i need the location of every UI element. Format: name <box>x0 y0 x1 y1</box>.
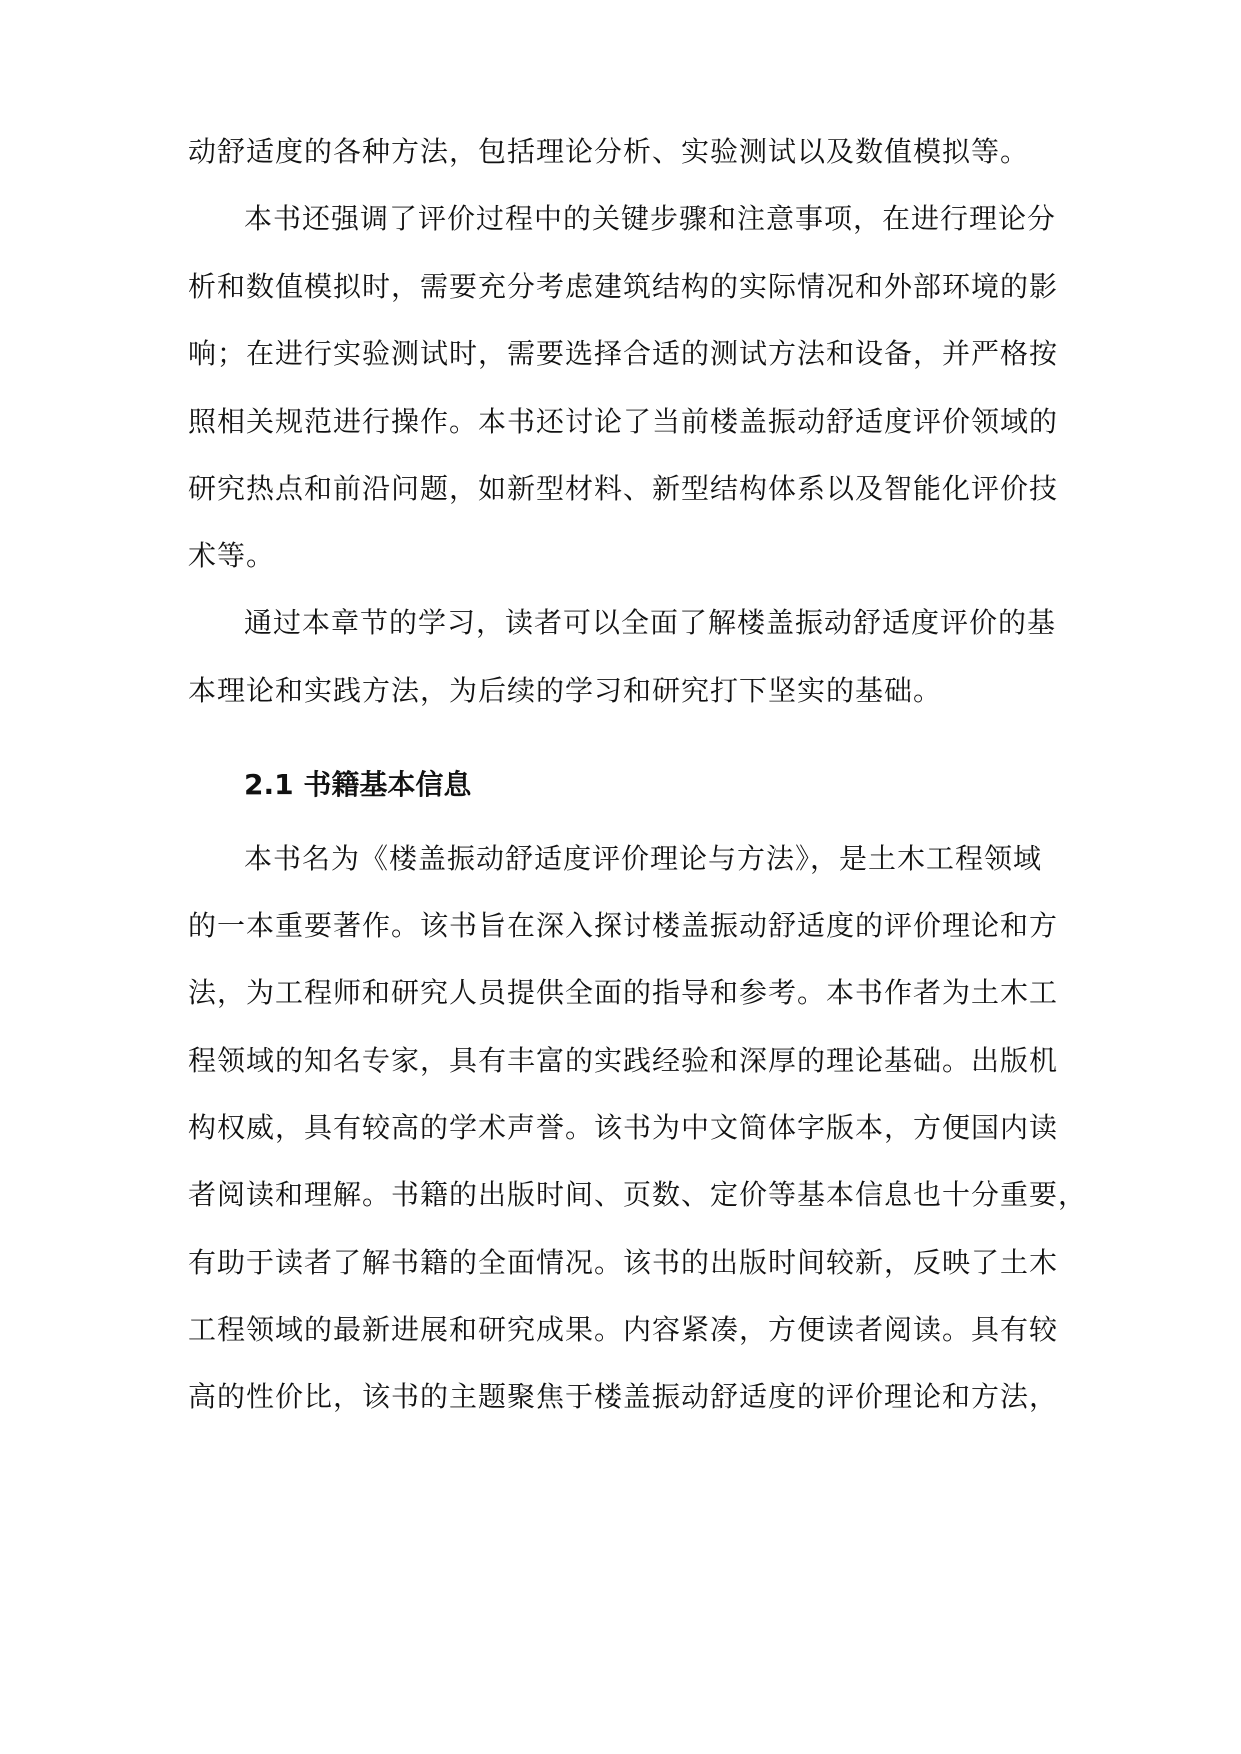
paragraph-2-line-3: 响；在进行实验测试时，需要选择合适的测试方法和设备，并严格按 <box>188 337 1059 370</box>
paragraph-2-line-5: 研究热点和前沿问题，如新型材料、新型结构体系以及智能化评价技 <box>188 472 1059 505</box>
section-paragraph-line-6: 者阅读和理解。书籍的出版时间、页数、定价等基本信息也十分重要， <box>188 1178 1088 1211</box>
section-paragraph-line-5: 构权威，具有较高的学术声誉。该书为中文简体字版本，方便国内读 <box>188 1111 1059 1144</box>
paragraph-2-line-2: 析和数值模拟时，需要充分考虑建筑结构的实际情况和外部环境的影 <box>188 270 1059 303</box>
section-paragraph-line-4: 程领域的知名专家，具有丰富的实践经验和深厚的理论基础。出版机 <box>188 1044 1059 1077</box>
paragraph-2-line-4: 照相关规范进行操作。本书还讨论了当前楼盖振动舒适度评价领域的 <box>188 405 1059 438</box>
section-heading: 2.1 书籍基本信息 <box>244 768 472 801</box>
section-paragraph-line-1: 本书名为《楼盖振动舒适度评价理论与方法》，是土木工程领域 <box>244 842 1043 875</box>
paragraph-3-line-2: 本理论和实践方法，为后续的学习和研究打下坚实的基础。 <box>188 674 943 707</box>
section-paragraph-line-2: 的一本重要著作。该书旨在深入探讨楼盖振动舒适度的评价理论和方 <box>188 909 1059 942</box>
paragraph-2-line-6: 术等。 <box>188 539 276 572</box>
section-paragraph-line-7: 有助于读者了解书籍的全面情况。该书的出版时间较新，反映了土木 <box>188 1246 1059 1279</box>
section-paragraph-line-8: 工程领域的最新进展和研究成果。内容紧凑，方便读者阅读。具有较 <box>188 1313 1059 1346</box>
section-paragraph-line-9: 高的性价比，该书的主题聚焦于楼盖振动舒适度的评价理论和方法， <box>188 1380 1059 1413</box>
paragraph-1-line-1: 动舒适度的各种方法，包括理论分析、实验测试以及数值模拟等。 <box>188 135 1030 168</box>
paragraph-2-line-1: 本书还强调了评价过程中的关键步骤和注意事项，在进行理论分 <box>244 202 1057 235</box>
paragraph-3-line-1: 通过本章节的学习，读者可以全面了解楼盖振动舒适度评价的基 <box>244 606 1057 639</box>
section-paragraph-line-3: 法，为工程师和研究人员提供全面的指导和参考。本书作者为土木工 <box>188 976 1059 1009</box>
